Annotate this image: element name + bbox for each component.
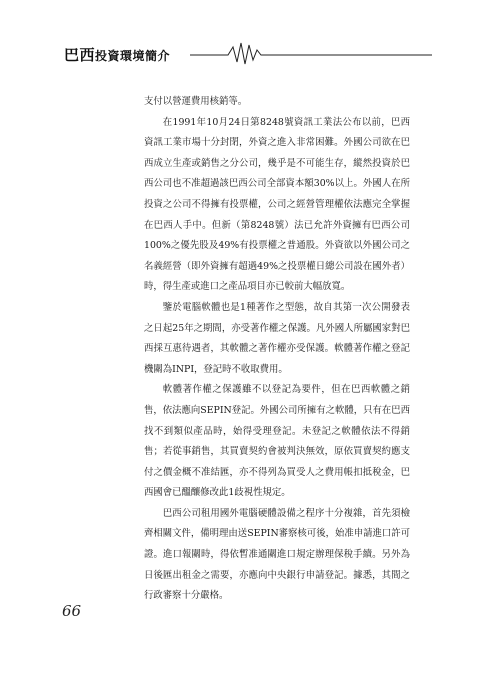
paragraph: 巴西公司租用國外電腦硬體設備之程序十分複雜，首先須檢齊相關文件，備明理由送SEPIN審察核可後，始准申請進口許可證。進口報關時，得依暫准通關進口規定辦理保稅手續。另外為日後匯出租金之需要，亦應向中央銀行申請登記。據悉，其間之行政審察十分嚴格。 xyxy=(144,507,410,602)
running-header xyxy=(60,36,432,66)
main-text xyxy=(144,92,410,607)
header-title-big: 巴西 xyxy=(64,46,96,64)
paragraph: 軟體著作權之保護雖不以登記為要件，但在巴西軟體之銷售，依法應向SEPIN登記。外國公司所擁有之軟體，只有在巴西找不到類似產品時，始得受理登記。未登記之軟體依法不得銷售；若從事銷售，其買賣契約會被判決無效，原依買賣契約應支付之價金概不准結匯，亦不得列為買受人之費用帳扣抵稅金，巴西國會已醞釀修改此1歧視性規定。 xyxy=(144,384,410,499)
paragraph: 鑒於電腦軟體也是1種著作之型態，故自其第一次公開發表之日起25年之期間，亦受著作權之保護。凡外國人所屬國家對巴西採互惠待遇者，其軟體之著作權亦受保護。軟體著作權之登記機關為INPI，登記時不收取費用。 xyxy=(144,301,410,375)
header-title xyxy=(64,44,170,65)
paragraph: 在1991年10月24日第8248號資訊工業法公布以前，巴西資訊工業市場十分封閉，外資之進入非常困難。外國公司欲在巴西成立生產或銷售之分公司，幾乎是不可能生存，縱然投資於巴西公司也不准超過該巴西公司全部資本額30%以上。外國人在所投資之公司不得擁有投票權，公司之經營管理權依法應完全掌握在巴西人手中。但新（第8248號）法已允許外資擁有巴西公司100%之優先股及49%有投票權之普通股。外資欲以外國公司之名義經營（即外資擁有超過49%之投票權日總公司設在國外者）時，得生產或進口之產品項目亦已較前大幅放寬。 xyxy=(144,116,410,293)
paragraph: 支付以營運費用核銷等。 xyxy=(144,96,248,107)
header-title-rest: 投資環境簡介 xyxy=(95,49,171,63)
page-number: 66 xyxy=(62,602,82,620)
